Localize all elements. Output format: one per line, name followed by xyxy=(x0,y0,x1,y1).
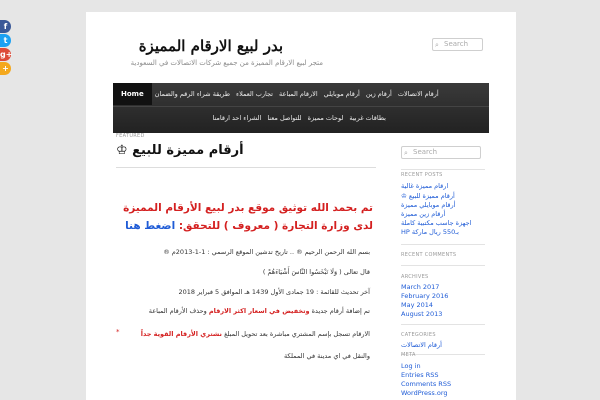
registration-line xyxy=(141,330,370,338)
new-numbers-line xyxy=(149,307,370,315)
site-title[interactable]: بدر لبيع الارقام المميزة xyxy=(138,37,283,55)
search-icon: ⌕ xyxy=(404,149,408,157)
meta-login-link[interactable]: Log in xyxy=(401,362,421,370)
sidebar-divider xyxy=(401,265,485,266)
meta-wordpress-link[interactable]: WordPress.org xyxy=(401,389,448,397)
nav-item-mobily-numbers[interactable]: أرقام موبايلي xyxy=(323,90,360,98)
nav-row-1 xyxy=(113,83,489,105)
transfer-line: والنقل في اي مدينة في المملكة xyxy=(283,352,370,360)
new-numbers-text: تم إضافة أرقام جديدة xyxy=(311,307,370,315)
sold-removed-text: وحذف الأرقام المباعة xyxy=(148,307,207,315)
nav-item-stc-numbers[interactable]: أرقام الاتصالات xyxy=(397,90,439,98)
recent-post-link[interactable]: اجهزة جاسب مكتبية كاملة xyxy=(401,219,472,227)
verify-here-link[interactable]: اضغط هنا xyxy=(125,220,176,232)
launch-date-line: بسم الله الرحمن الرحيم ® .. تاريخ تدشين الموقع الرسمي : 1-1-2013م ® xyxy=(163,248,370,256)
site-tagline: متجر لبيع الارقام المميزة من جميع شركات الاتصالات في السعودية xyxy=(130,59,323,67)
meta-entries-rss-link[interactable]: Entries RSS xyxy=(401,371,439,379)
nav-item-customer-reviews[interactable]: تجارب العملاء xyxy=(236,90,273,98)
sidebar-search-input[interactable] xyxy=(401,146,481,159)
verification-notice: تم بحمد الله توثيق موقع بدر لبيع الأرقام المميزة xyxy=(123,202,373,214)
last-update-line: آخر تحديث للقائمة : 19 جمادى الأول 1439 هـ الموافق 5 فبراير 2018 xyxy=(178,288,370,296)
archives-heading: ARCHIVES xyxy=(401,274,429,280)
archive-link[interactable]: February 2016 xyxy=(401,292,449,300)
nav-item-cards[interactable]: بطاقات غربية xyxy=(349,113,386,122)
nav-item-home[interactable]: Home xyxy=(113,83,152,105)
category-link[interactable]: أرقام الاتصالات xyxy=(401,341,442,349)
page-container xyxy=(86,12,516,400)
nav-row-2 xyxy=(113,106,489,128)
verification-link-line xyxy=(125,220,373,232)
quran-verse-line: قال تعالى ( وَلَا تَبْخَسُوا النَّاسَ أَشْيَاءَهُمْ ) xyxy=(262,268,370,276)
archive-link[interactable]: August 2013 xyxy=(401,310,443,318)
nav-item-plates[interactable]: لوحات مميزة xyxy=(307,113,344,122)
search-icon: ⌕ xyxy=(435,41,439,49)
nav-item-sold-numbers[interactable]: الارقام المباعة xyxy=(278,90,318,98)
archive-link[interactable]: May 2014 xyxy=(401,301,434,309)
nav-item-buy-number[interactable]: الشراء احد ارقامنا xyxy=(212,113,262,122)
red-asterisk: * xyxy=(116,328,120,336)
archive-link[interactable]: March 2017 xyxy=(401,283,440,291)
recent-post-link[interactable]: أرقام زين مميزة xyxy=(401,210,446,218)
twitter-share-icon[interactable]: t xyxy=(0,34,11,47)
discount-highlight: وتخفيض في اسعار اكثر الارقام xyxy=(208,307,310,315)
verification-text: لدى وزارة التجارة ( معروف ) للتحقق: xyxy=(178,220,373,232)
nav-item-contact[interactable]: للتواصل معنا xyxy=(267,113,302,122)
facebook-share-icon[interactable]: f xyxy=(0,20,11,33)
googleplus-share-icon[interactable]: g+ xyxy=(0,50,13,59)
we-buy-highlight: نشتري الأرقام القوية جداً xyxy=(140,330,222,338)
meta-comments-rss-link[interactable]: Comments RSS xyxy=(401,380,452,388)
sidebar-divider xyxy=(401,244,485,245)
main-navigation xyxy=(113,83,489,133)
meta-heading: META xyxy=(401,352,416,358)
recent-post-link[interactable]: أرقام موبايلي مميزة xyxy=(401,201,456,209)
sidebar-search-placeholder: Search xyxy=(413,148,438,156)
sidebar-divider xyxy=(401,169,485,170)
recent-post-link[interactable]: بـ550 ريال ماركة HP xyxy=(401,228,459,236)
nav-item-zain-numbers[interactable]: أرقام زين xyxy=(365,90,392,98)
nav-item-how-to-buy[interactable]: طريقة شراء الرقم والضمان xyxy=(154,90,231,98)
title-divider xyxy=(116,167,376,168)
header-search-placeholder: Search xyxy=(444,40,469,48)
post-title[interactable]: أرقام مميزة للبيع ♔ xyxy=(116,143,244,158)
registration-text: الارقام تسجل بإسم المشتري مباشرة بعد تحويل المبلغ xyxy=(224,330,370,338)
recent-posts-heading: RECENT POSTS xyxy=(401,172,443,178)
featured-label: FEATURED xyxy=(116,133,145,139)
header-search-input[interactable] xyxy=(432,38,483,51)
recent-post-link[interactable]: أرقام مميزة للبيع ♔ xyxy=(401,192,455,200)
categories-heading: CATEGORIES xyxy=(401,332,436,338)
more-share-icon[interactable]: + xyxy=(0,62,11,75)
share-rail xyxy=(0,20,11,76)
recent-post-link[interactable]: ارقام مميزة غالية xyxy=(401,182,449,190)
sidebar-divider xyxy=(401,324,485,325)
recent-comments-heading: RECENT COMMENTS xyxy=(401,252,457,258)
